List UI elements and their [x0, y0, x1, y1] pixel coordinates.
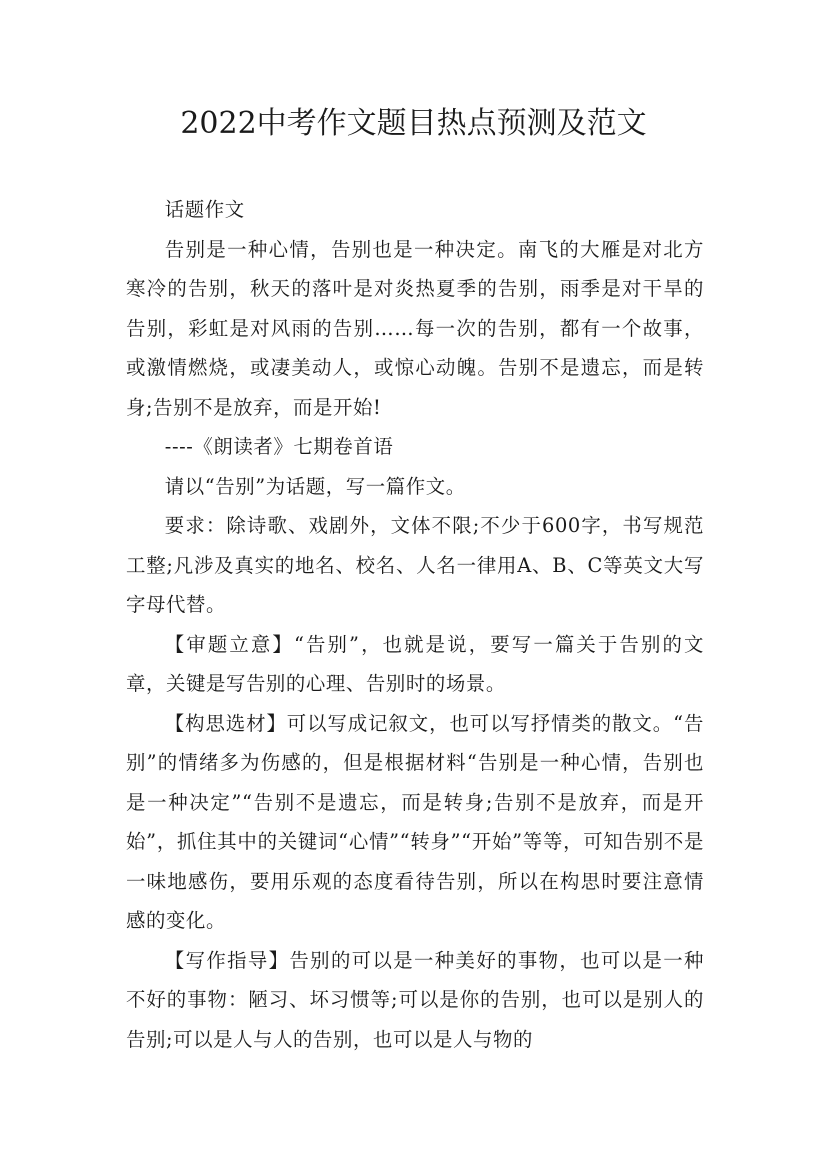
- paragraph-topic-analysis: 【审题立意】“告别”，也就是说，要写一篇关于告别的文章，关键是写告别的心理、告别时的场景。: [126, 632, 704, 695]
- paragraph-task: 请以“告别”为话题，写一篇作文。: [164, 474, 466, 498]
- paragraph-prompt-material: 告别是一种心情，告别也是一种决定。南飞的大雁是对北方寒冷的告别，秋天的落叶是对炎热夏季的告别，雨季是对干旱的告别，彩虹是对风雨的告别……每一次的告别，都有一个故事，或激情燃烧，或凄美动人，或惊心动魄。告别不是遗忘，而是转身;告别不是放弃，而是开始!: [126, 237, 704, 419]
- document-title: 2022中考作文题目热点预测及范文: [180, 106, 647, 141]
- paragraph-writing-guidance: 【写作指导】告别的可以是一种美好的事物，也可以是一种不好的事物：陋习、坏习惯等;可以是你的告别，也可以是别人的告别;可以是人与人的告别，也可以是人与物的: [126, 948, 704, 1051]
- paragraph-requirements: 要求：除诗歌、戏剧外，文体不限;不少于600字，书写规范工整;凡涉及真实的地名、校名、人名一律用A、B、C等英文大写字母代替。: [126, 514, 704, 616]
- paragraph-material-selection: 【构思选材】可以写成记叙文，也可以写抒情类的散文。“告别”的情绪多为伤感的，但是根据材料“告别是一种心情，告别也是一种决定”“告别不是遗忘，而是转身;告别不是放弃，而是开始”，抓住其中的关键词“心情”“转身”“开始”等等，可知告别不是一味地感伤，要用乐观的态度看待告别，所以在构思时要注意情感的变化。: [126, 711, 704, 932]
- paragraph-source: ----《朗读者》七期卷首语: [164, 435, 394, 458]
- paragraph-topic-label: 话题作文: [164, 198, 245, 221]
- document-body: [126, 190, 704, 1059]
